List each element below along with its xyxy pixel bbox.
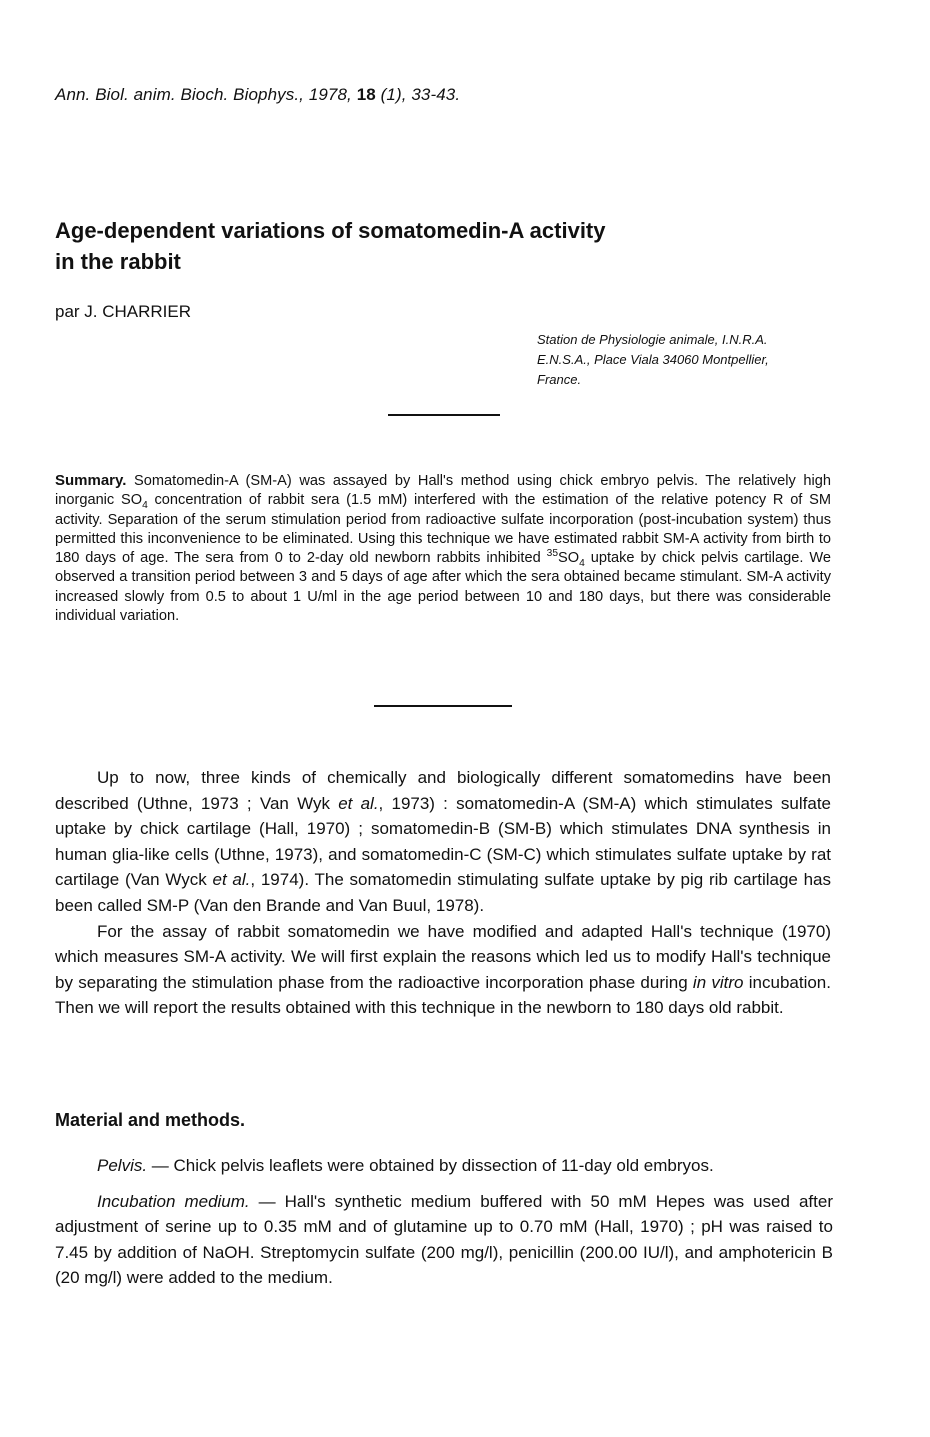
intro-p1-etal-2: et al.: [212, 870, 251, 890]
methods-heading: Material and methods.: [55, 1110, 246, 1130]
affiliation-line-2: E.N.S.A., Place Viala 34060 Montpellier,: [537, 352, 769, 367]
citation-issue-pages: (1), 33-43.: [380, 85, 461, 104]
pelvis-text: — Chick pelvis leaflets were obtained by dissection of 11-day old embryos.: [147, 1156, 714, 1175]
intro-p1-etal-1: et al.: [338, 793, 379, 813]
journal-citation: [55, 85, 460, 105]
intro-p1-text-a: Up to now, three kinds of chemically and biologically different somatomedins have been described (Uthne, 1973 ; Van Wyk: [55, 768, 831, 813]
intro-paragraph-1: [55, 765, 831, 919]
isotope-subscript: 4: [579, 558, 585, 570]
intro-p2-text-b: incubation. Then we will report the results obtained with this technique in the newborn to 180 days old rabbit.: [55, 972, 831, 1018]
intro-paragraph-2: [55, 919, 831, 1021]
article-title: [55, 215, 815, 277]
methods-medium-paragraph: [55, 1189, 833, 1291]
incubation-medium-text: — Hall's synthetic medium buffered with 50 mM Hepes was used after adjustment of serine up to 0.35 mM and of glutamine up to 0.70 mM (Hall, 1970) ; pH was raised to 7.45 by addition of NaOH. Streptomycin sulfate (200 mg/l), penicillin (200.00 IU/l), and amphotericin B (20 mg/l) were added to the medium.: [55, 1191, 833, 1288]
title-line-1: Age-dependent variations of somatomedin-A activity: [55, 218, 606, 243]
author-line: par J. CHARRIER: [55, 302, 192, 321]
summary-abstract: [55, 471, 831, 626]
isotope-formula: SO: [558, 550, 580, 567]
summary-text-2: concentration of rabbit sera (1.5 mM) interfered with the estimation of the relative potency R of SM activity. Separation of the serum stimulation period from radioactive sulfate incorporation (post-incubation system) thus permitted this inconvenience to be eliminated. Using this technique we have estimated rabbit SM-A activity from birth to 180 days of age. The sera from 0 to 2-day old newborn rabbits inhibited: [55, 492, 831, 567]
incubation-medium-label: Incubation medium.: [97, 1191, 250, 1211]
summary-subscript-4: 4: [142, 500, 148, 512]
affiliation: [537, 330, 867, 390]
pelvis-label: Pelvis.: [97, 1156, 148, 1175]
methods-section: [55, 1153, 833, 1301]
isotope-superscript: 35: [546, 548, 559, 560]
affiliation-line-1: Station de Physiologie animale, I.N.R.A.: [537, 332, 768, 347]
affiliation-line-3: France.: [537, 372, 582, 387]
intro-p2-text-a: For the assay of rabbit somatomedin we have modified and adapted Hall's technique (1970) which measures SM-A activity. We will first explain the reasons which led us to modify Hall's technique by separating the stimulation phase from the radioactive incorporation phase during: [55, 921, 831, 992]
methods-pelvis-paragraph: [55, 1153, 833, 1179]
divider-rule-bottom: [374, 705, 512, 707]
title-line-2: in the rabbit: [55, 249, 181, 274]
citation-year: 1978,: [308, 85, 352, 104]
intro-p1-text-b: , 1973) : somatomedin-A (SM-A) which stimulates sulfate uptake by chick cartilage (Hall, 1970) ; somatomedin-B (SM-B) which stimulates DNA synthesis in human glia-like cells (Uthne, 1973), and somatomedin-C (SM-C) which stimulates sulfate uptake by rat cartilage (Van Wyck: [55, 793, 831, 890]
summary-label: Summary.: [55, 472, 127, 489]
summary-text-1: Somatomedin-A (SM-A) was assayed by Hall's method using chick embryo pelvis. The relatively high inorganic SO: [55, 473, 831, 509]
introduction-section: [55, 765, 831, 1021]
summary-text-3: uptake by chick pelvis cartilage. We observed a transition period between 3 and 5 days of age after which the sera obtained became stimulant. SM-A activity increased slowly from 0.5 to about 1 U/ml in the age period between 10 and 180 days, but there was considerable individual variation.: [55, 550, 832, 625]
intro-p2-in-vitro: in vitro: [692, 972, 744, 992]
divider-rule-top: [388, 414, 500, 416]
citation-volume: 18: [356, 85, 376, 104]
intro-p1-text-c: , 1974). The somatomedin stimulating sulfate uptake by pig rib cartilage has been called SM-P (Van den Brande and Van Buul, 1978).: [55, 870, 832, 915]
citation-journal: Ann. Biol. anim. Bioch. Biophys.,: [55, 85, 304, 104]
